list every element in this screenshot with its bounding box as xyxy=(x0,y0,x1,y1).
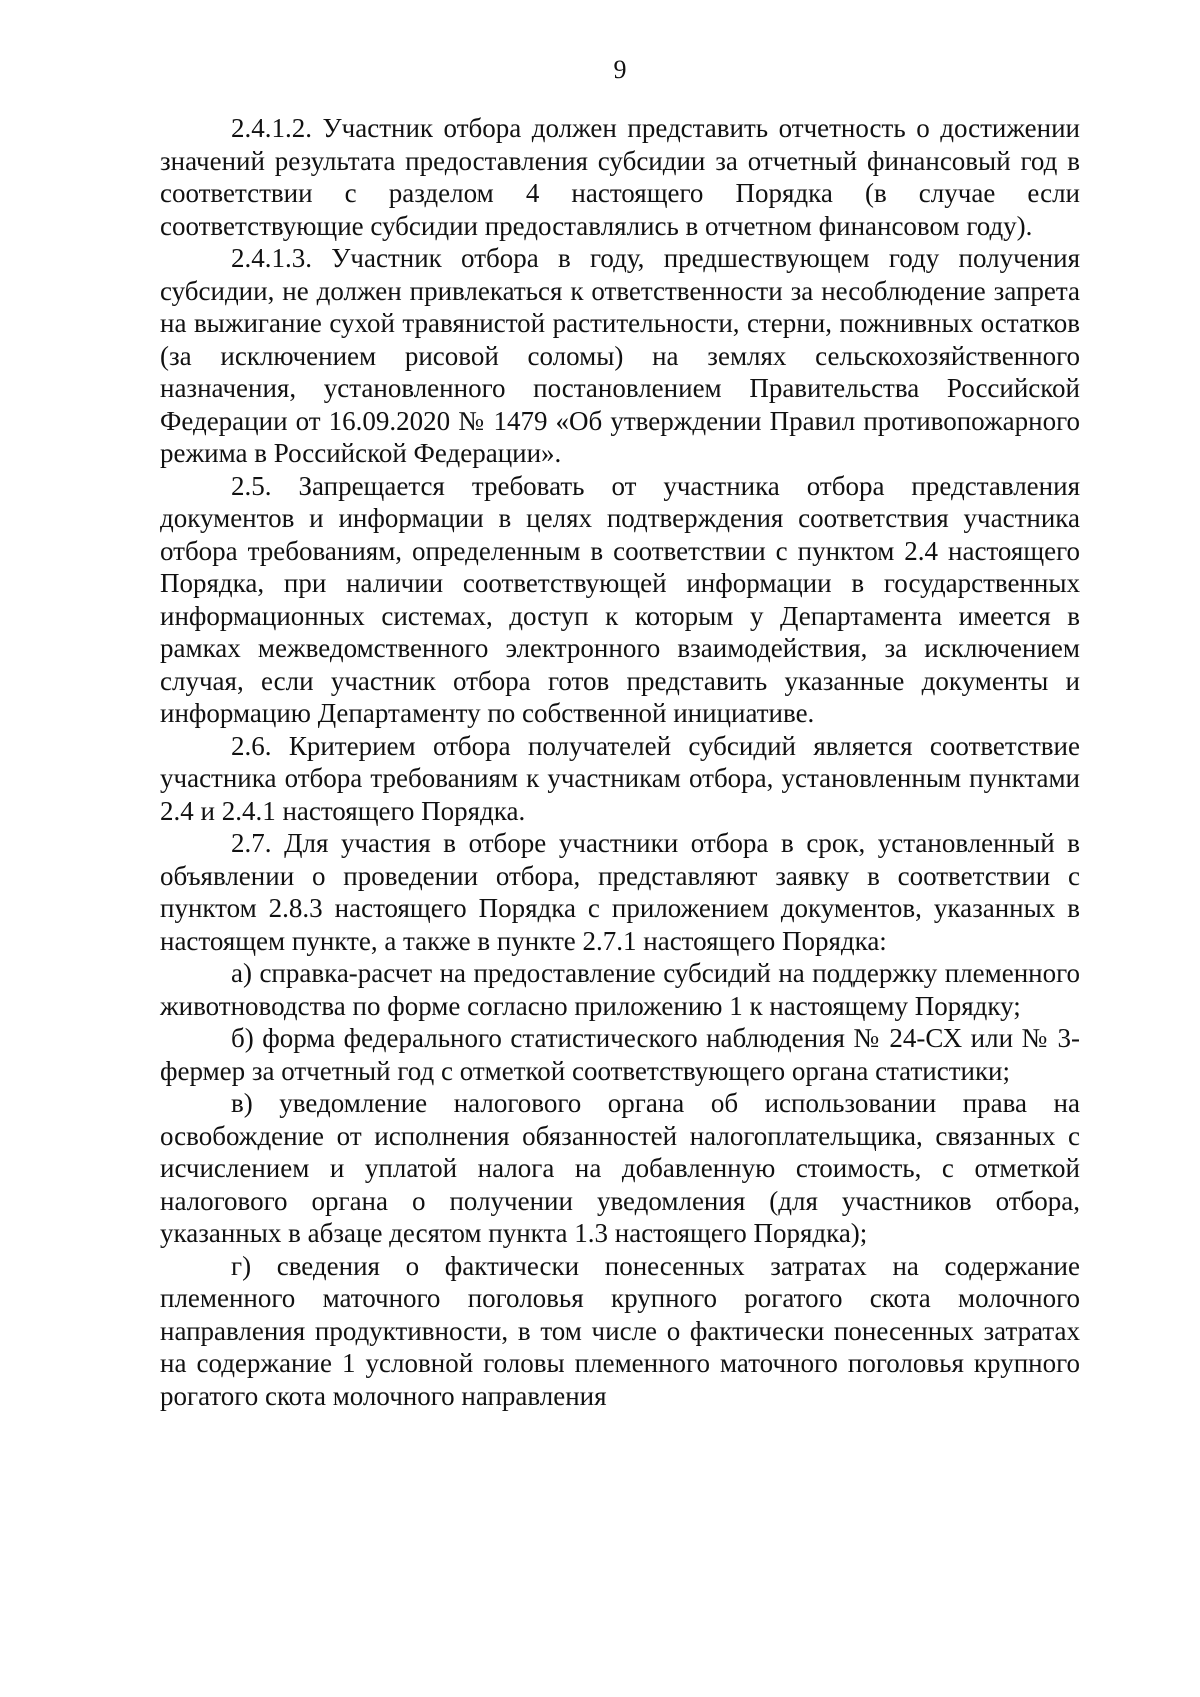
paragraph-2-5: 2.5. Запрещается требовать от участника отбора представления документов и информации в целях подтверждения соответствия участника отбора требованиям, определенным в соответствии с пунктом 2.4 настоящего Порядка, при наличии соответствующей информации в государственных информационных системах, доступ к которым у Департамента имеется в рамках межведомственного электронного взаимодействия, за исключением случая, если участник отбора готов представить указанные документы и информацию Департаменту по собственной инициативе. xyxy=(160,470,1080,728)
list-item-a: а) справка-расчет на предоставление субсидий на поддержку племенного животноводства по форме согласно приложению 1 к настоящему Порядку; xyxy=(160,958,1080,1021)
paragraph-2-4-1-2: 2.4.1.2. Участник отбора должен представить отчетность о достижении значений результата предоставления субсидии за отчетный финансовый год в соответствии с разделом 4 настоящего Порядка (в случае если соответствующие субсидии предоставлялись в отчетном финансовом году). xyxy=(160,113,1080,241)
list-item-v: в) уведомление налогового органа об использовании права на освобождение от исполнения обязанностей налогоплательщика, связанных с исчислением и уплатой налога на добавленную стоимость, с отметкой налогового органа о получении уведомления (для участников отбора, указанных в абзаце десятом пункта 1.3 настоящего Порядка); xyxy=(160,1088,1080,1248)
list-item-g: г) сведения о фактически понесенных затратах на содержание племенного маточного поголовья крупного рогатого скота молочного направления продуктивности, в том числе о фактически понесенных затратах на содержание 1 условной головы племенного маточного поголовья крупного рогатого скота молочного направления xyxy=(160,1250,1080,1411)
paragraph-2-4-1-3: 2.4.1.3. Участник отбора в году, предшествующем году получения субсидии, не должен привлекаться к ответственности за несоблюдение запрета на выжигание сухой травянистой растительности, стерни, пожнивных остатков (за исключением рисовой соломы) на землях сельскохозяйственного назначения, установленного постановлением Правительства Российской Федерации от 16.09.2020 № 1479 «Об утверждении Правил противопожарного режима в Российской Федерации». xyxy=(160,243,1080,468)
paragraph-2-6: 2.6. Критерием отбора получателей субсидий является соответствие участника отбора требованиям к участникам отбора, установленным пунктами 2.4 и 2.4.1 настоящего Порядка. xyxy=(160,730,1080,826)
list-item-b: б) форма федерального статистического наблюдения № 24-СХ или № 3-фермер за отчетный год с отметкой соответствующего органа статистики; xyxy=(160,1023,1080,1086)
page-number: 9 xyxy=(613,55,627,84)
paragraph-2-7: 2.7. Для участия в отборе участники отбора в срок, установленный в объявлении о проведении отбора, представляют заявку в соответствии с пунктом 2.8.3 настоящего Порядка с приложением документов, указанных в настоящем пункте, а также в пункте 2.7.1 настоящего Порядка: xyxy=(160,828,1080,956)
document-body xyxy=(160,112,1080,1412)
